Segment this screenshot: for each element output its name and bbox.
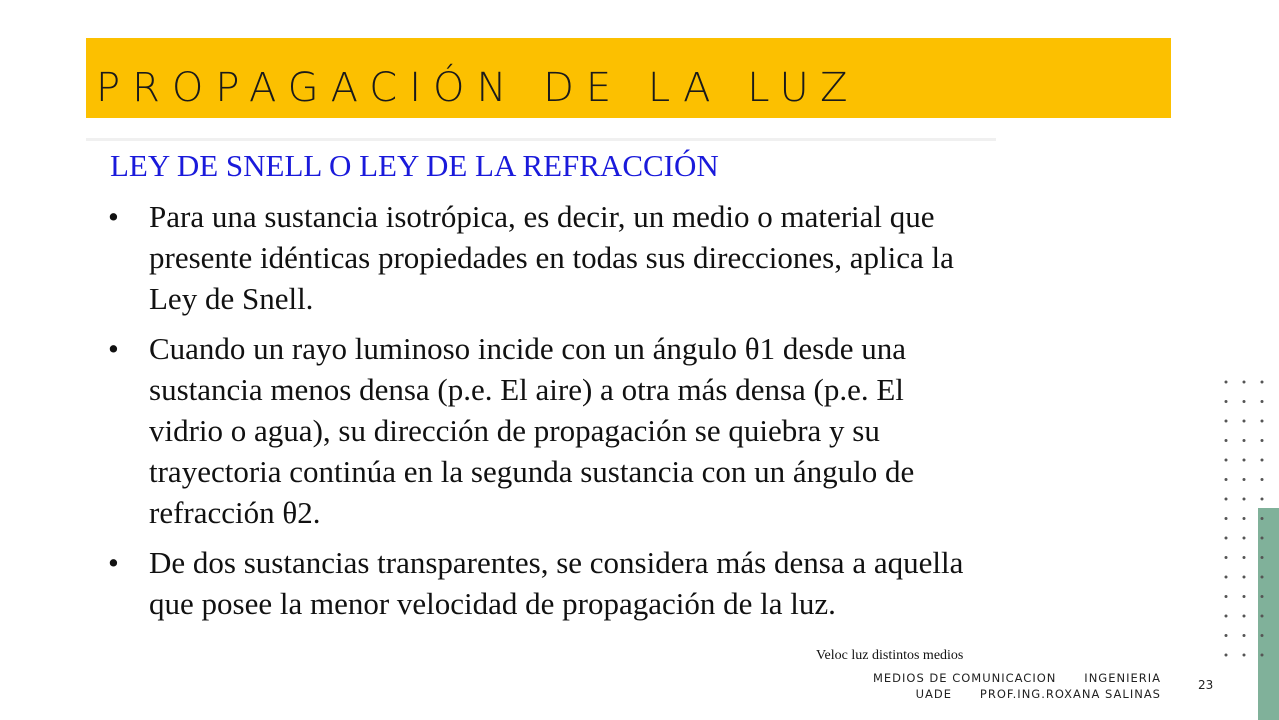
grid-dot bbox=[1225, 615, 1228, 618]
grid-dot bbox=[1243, 420, 1246, 423]
grid-dot bbox=[1225, 576, 1228, 579]
grid-dot bbox=[1225, 634, 1228, 637]
grid-dot bbox=[1261, 400, 1264, 403]
grid-dot bbox=[1261, 556, 1264, 559]
grid-dot bbox=[1243, 595, 1246, 598]
grid-dot bbox=[1225, 654, 1228, 657]
bullet-item bbox=[108, 196, 978, 319]
grid-dot bbox=[1243, 576, 1246, 579]
grid-dot bbox=[1261, 634, 1264, 637]
grid-dot bbox=[1261, 654, 1264, 657]
grid-dot bbox=[1225, 400, 1228, 403]
grid-dot bbox=[1225, 537, 1228, 540]
grid-dot bbox=[1261, 615, 1264, 618]
grid-dot bbox=[1261, 439, 1264, 442]
decorative-dot-grid bbox=[1222, 378, 1274, 678]
grid-dot bbox=[1243, 634, 1246, 637]
grid-dot bbox=[1225, 595, 1228, 598]
grid-dot bbox=[1243, 556, 1246, 559]
bullet-list bbox=[108, 196, 978, 633]
grid-dot bbox=[1243, 439, 1246, 442]
slide-title: PROPAGACIÓN DE LA LUZ bbox=[96, 65, 860, 111]
grid-dot bbox=[1225, 459, 1228, 462]
bullet-text: Para una sustancia isotrópica, es decir, un medio o material que presente idénticas propiedades en todas sus direcciones, aplica la Ley de Snell. bbox=[149, 199, 954, 316]
page-number: 23 bbox=[1198, 678, 1214, 692]
grid-dot bbox=[1261, 478, 1264, 481]
grid-dot bbox=[1261, 517, 1264, 520]
slide-subtitle: LEY DE SNELL O LEY DE LA REFRACCIÓN bbox=[110, 148, 719, 183]
slide-footer bbox=[873, 670, 1161, 702]
grid-dot bbox=[1261, 595, 1264, 598]
grid-dot bbox=[1243, 654, 1246, 657]
media-caption[interactable]: Veloc luz distintos medios bbox=[816, 648, 964, 663]
footer-line-1: MEDIOS DE COMUNICACION INGENIERIA bbox=[872, 671, 1161, 685]
grid-dot bbox=[1243, 400, 1246, 403]
grid-dot bbox=[1243, 459, 1246, 462]
bullet-icon: • bbox=[108, 545, 119, 580]
bullet-item bbox=[108, 328, 978, 533]
grid-dot bbox=[1225, 420, 1228, 423]
grid-dot bbox=[1225, 478, 1228, 481]
grid-dot bbox=[1261, 498, 1264, 501]
grid-dot bbox=[1261, 576, 1264, 579]
grid-dot bbox=[1243, 517, 1246, 520]
grid-dot bbox=[1243, 381, 1246, 384]
grid-dot bbox=[1225, 439, 1228, 442]
bullet-text: De dos sustancias transparentes, se considera más densa a aquella que posee la menor velocidad de propagación de la luz. bbox=[149, 545, 964, 621]
grid-dot bbox=[1243, 537, 1246, 540]
footer-line-2: UADE PROF.ING.ROXANA SALINAS bbox=[915, 687, 1161, 701]
grid-dot bbox=[1261, 420, 1264, 423]
grid-dot bbox=[1261, 381, 1264, 384]
grid-dot bbox=[1261, 537, 1264, 540]
bullet-text: Cuando un rayo luminoso incide con un ángulo θ1 desde una sustancia menos densa (p.e. El aire) a otra más densa (p.e. El vidrio o agua), su dirección de propagación se quiebra y su trayectoria continúa en la segunda sustancia con un ángulo de refracción θ2. bbox=[149, 331, 915, 530]
grid-dot bbox=[1243, 615, 1246, 618]
grid-dot bbox=[1243, 478, 1246, 481]
grid-dot bbox=[1225, 498, 1228, 501]
bullet-icon: • bbox=[108, 331, 119, 366]
grid-dot bbox=[1225, 381, 1228, 384]
bullet-icon: • bbox=[108, 199, 119, 234]
grid-dot bbox=[1225, 556, 1228, 559]
grid-dot bbox=[1243, 498, 1246, 501]
title-divider bbox=[86, 138, 996, 141]
grid-dot bbox=[1261, 459, 1264, 462]
bullet-item bbox=[108, 542, 978, 624]
grid-dot bbox=[1225, 517, 1228, 520]
